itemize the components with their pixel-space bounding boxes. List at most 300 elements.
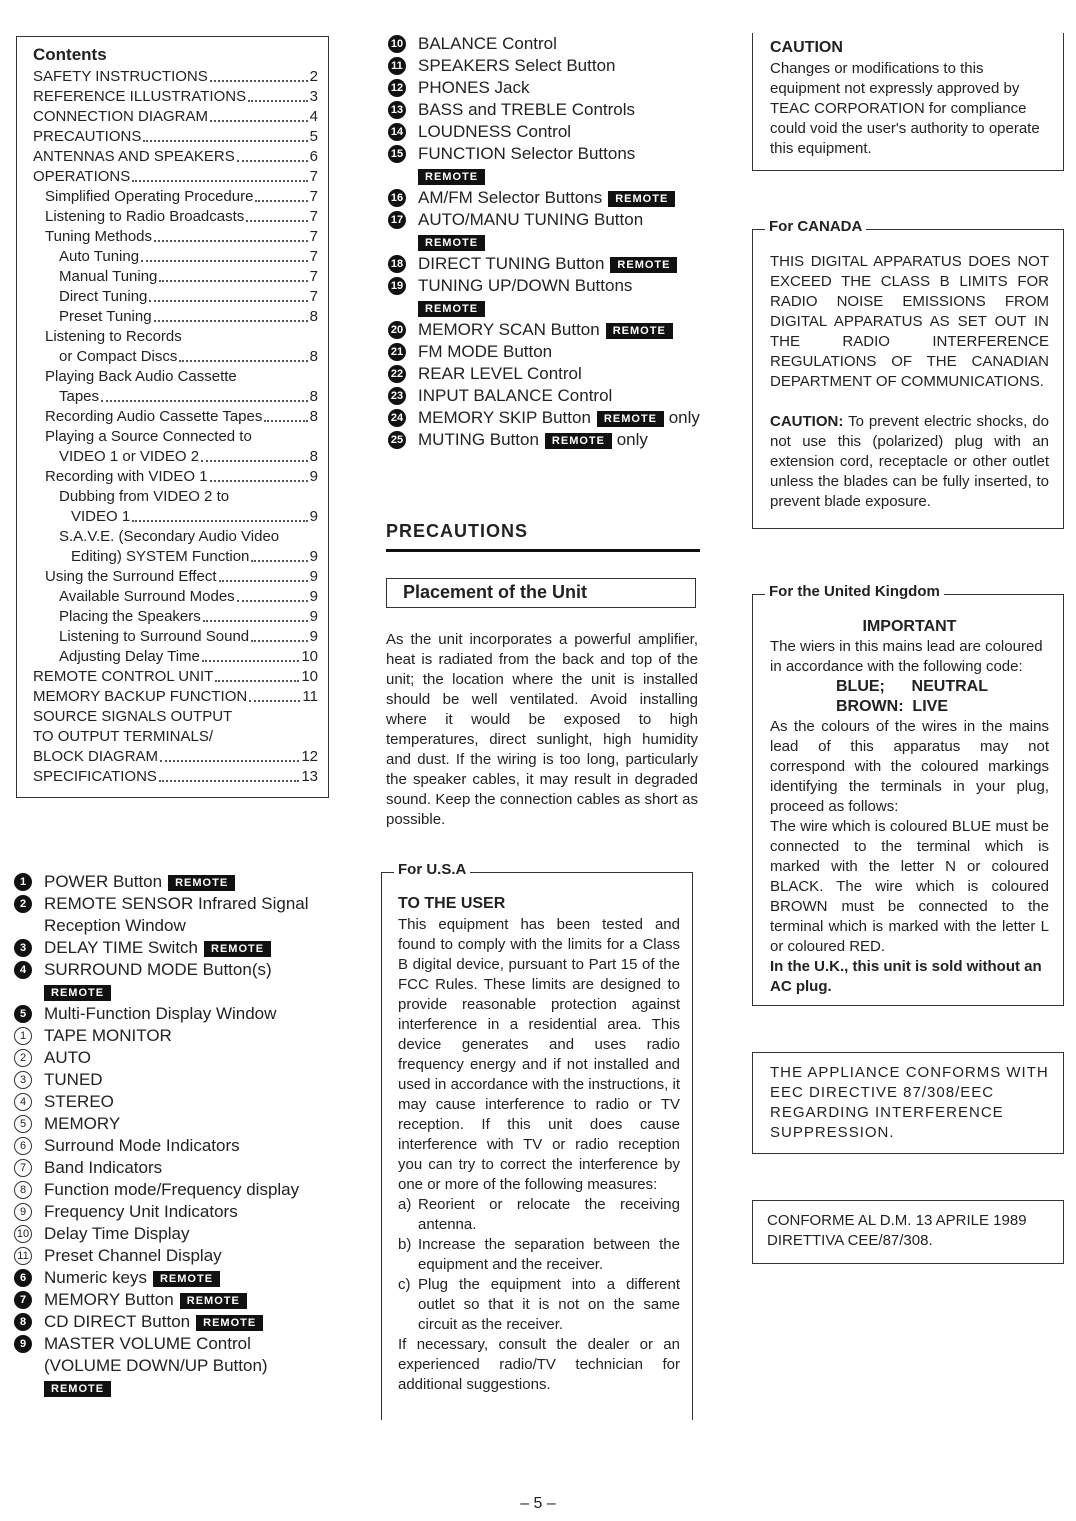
item-number-badge: 4 xyxy=(14,1093,32,1111)
contents-item-title: Listening to Radio Broadcasts xyxy=(45,208,245,225)
parts-list-item xyxy=(12,1091,342,1113)
eec-box xyxy=(752,1052,1064,1154)
contents-leader xyxy=(251,560,307,562)
item-number-badge: 15 xyxy=(388,145,406,163)
remote-badge: REMOTE xyxy=(610,257,677,273)
contents-item-title: SOURCE SIGNALS OUTPUT xyxy=(33,708,233,725)
uk-intro: The wiers in this mains lead are coloured in accordance with the following code: xyxy=(770,638,1043,675)
contents-item xyxy=(33,127,318,147)
page-number: – 5 – xyxy=(520,1495,556,1512)
italy-box xyxy=(752,1200,1064,1264)
contents-leader xyxy=(203,620,308,622)
contents-item-page: 11 xyxy=(302,688,318,705)
contents-leader xyxy=(210,120,308,122)
item-number-badge: 23 xyxy=(388,387,406,405)
usa-measure-letter: b) xyxy=(398,1236,412,1253)
item-label: Band Indicators xyxy=(44,1158,163,1177)
contents-leader xyxy=(215,680,299,682)
contents-item-title: Direct Tuning xyxy=(59,288,148,305)
contents-item-page: 8 xyxy=(309,408,318,425)
parts-list-item xyxy=(12,871,342,893)
parts-list-item xyxy=(12,1025,342,1047)
contents-item-page: 2 xyxy=(309,68,318,85)
parts-list-item xyxy=(12,937,342,959)
remote-badge: REMOTE xyxy=(418,235,485,251)
contents-item-title: Placing the Speakers xyxy=(59,608,201,625)
contents-item-title: Using the Surround Effect xyxy=(45,568,217,585)
contents-item xyxy=(33,767,318,787)
usa-measures xyxy=(398,1195,680,1335)
parts-list-item xyxy=(386,121,706,143)
canada-caution-label: CAUTION: xyxy=(770,413,844,430)
parts-list-item xyxy=(386,99,706,121)
item-label: Frequency Unit Indicators xyxy=(44,1202,238,1221)
caution-title: CAUTION xyxy=(770,39,843,56)
parts-list-item xyxy=(12,1157,342,1179)
contents-item xyxy=(33,347,318,367)
uk-legend: For the United Kingdom xyxy=(765,583,944,600)
item-label: POWER Button xyxy=(44,872,163,891)
item-label: Reception Window xyxy=(44,916,186,935)
contents-item-title: Listening to Records xyxy=(45,328,182,345)
item-number-badge: 5 xyxy=(14,1115,32,1133)
contents-item xyxy=(33,507,318,527)
contents-item xyxy=(33,707,318,727)
contents-leader xyxy=(160,760,299,762)
contents-item-page: 9 xyxy=(309,548,318,565)
contents-item-page: 6 xyxy=(309,148,318,165)
item-number-badge: 6 xyxy=(14,1269,32,1287)
remote-badge: REMOTE xyxy=(608,191,675,207)
contents-item xyxy=(33,247,318,267)
item-number-badge: 18 xyxy=(388,255,406,273)
item-label: DIRECT TUNING Button xyxy=(418,254,605,273)
usa-closing: If necessary, consult the dealer or an experienced radio/TV technician for additional suggestions. xyxy=(398,1336,680,1393)
contents-item-title: VIDEO 1 xyxy=(71,508,131,525)
parts-list-item xyxy=(12,1333,342,1399)
item-label: STEREO xyxy=(44,1092,114,1111)
parts-list-item xyxy=(386,33,706,55)
contents-item-page: 9 xyxy=(309,508,318,525)
parts-list-item xyxy=(386,275,706,319)
usa-title: TO THE USER xyxy=(398,895,506,912)
item-number-badge: 7 xyxy=(14,1159,32,1177)
item-number-badge: 9 xyxy=(14,1203,32,1221)
contents-item xyxy=(33,607,318,627)
usa-measure-item xyxy=(398,1195,680,1235)
middle-parts-list xyxy=(386,33,706,451)
contents-item-title: SAFETY INSTRUCTIONS xyxy=(33,68,208,85)
contents-leader xyxy=(201,460,308,462)
contents-item xyxy=(33,67,318,87)
uk-important: IMPORTANT xyxy=(862,618,957,635)
canada-text: THIS DIGITAL APPARATUS DOES NOT EXCEED THE CLASS B LIMITS FOR RADIO NOISE EMISSIONS FROM DIGITAL APPARATUS AS SET OUT IN THE RADIO INTERFERENCE REGULATIONS OF THE CANADIAN DEPARTMENT OF COMMUNICATIONS. xyxy=(770,253,1049,390)
contents-item-page: 7 xyxy=(309,168,318,185)
usa-measure-letter: c) xyxy=(398,1276,411,1293)
contents-item-page: 7 xyxy=(309,288,318,305)
parts-list-item xyxy=(386,319,706,341)
remote-badge: REMOTE xyxy=(418,301,485,317)
contents-item-title: Tuning Methods xyxy=(45,228,153,245)
item-number-badge: 4 xyxy=(14,961,32,979)
contents-item-title: ANTENNAS AND SPEAKERS xyxy=(33,148,235,165)
parts-list-item xyxy=(12,1179,342,1201)
item-number-badge: 16 xyxy=(388,189,406,207)
contents-item xyxy=(33,727,318,747)
contents-item xyxy=(33,627,318,647)
item-label: DELAY TIME Switch xyxy=(44,938,198,957)
parts-list-item xyxy=(12,1223,342,1245)
item-number-badge: 22 xyxy=(388,365,406,383)
contents-item-title: CONNECTION DIAGRAM xyxy=(33,108,209,125)
contents-item xyxy=(33,587,318,607)
precautions-heading: PRECAUTIONS xyxy=(386,521,700,552)
item-number-badge: 3 xyxy=(14,939,32,957)
uk-note: In the U.K., this unit is sold without an AC plug. xyxy=(770,958,1042,995)
item-number-badge: 7 xyxy=(14,1291,32,1309)
contents-item-page: 8 xyxy=(309,388,318,405)
item-number-badge: 25 xyxy=(388,431,406,449)
contents-leader xyxy=(143,140,307,142)
contents-item xyxy=(33,167,318,187)
caution-box xyxy=(752,33,1064,171)
contents-item-title: Recording Audio Cassette Tapes xyxy=(45,408,263,425)
item-number-badge: 20 xyxy=(388,321,406,339)
contents-list xyxy=(33,67,318,787)
contents-item-title: Available Surround Modes xyxy=(59,588,235,605)
item-label: INPUT BALANCE Control xyxy=(418,386,613,405)
contents-item-title: Listening to Surround Sound xyxy=(59,628,250,645)
italy-line2: DIRETTIVA CEE/87/308. xyxy=(767,1232,933,1249)
item-label: BASS and TREBLE Controls xyxy=(418,100,636,119)
contents-leader xyxy=(154,320,308,322)
parts-list-item xyxy=(12,1003,342,1025)
item-label: BALANCE Control xyxy=(418,34,557,53)
contents-leader xyxy=(159,280,307,282)
usa-measure-text: Plug the equipment into a different outlet so that it is not on the same circuit as the receiver. xyxy=(418,1276,680,1333)
placement-title: Placement of the Unit xyxy=(403,582,588,602)
contents-item-title: or Compact Discs xyxy=(59,348,178,365)
contents-leader xyxy=(154,240,308,242)
parts-list-item xyxy=(386,341,706,363)
item-number-badge: 13 xyxy=(388,101,406,119)
item-label: SURROUND MODE Button(s) xyxy=(44,960,272,979)
parts-list-item xyxy=(12,959,342,1003)
parts-list-item xyxy=(12,1113,342,1135)
item-number-badge: 8 xyxy=(14,1181,32,1199)
item-label: FM MODE Button xyxy=(418,342,553,361)
item-number-badge: 24 xyxy=(388,409,406,427)
contents-item-title: TO OUTPUT TERMINALS/ xyxy=(33,728,214,745)
item-number-badge: 9 xyxy=(14,1335,32,1353)
contents-leader xyxy=(255,200,307,202)
parts-list-item xyxy=(12,1289,342,1311)
contents-item-title: REMOTE CONTROL UNIT xyxy=(33,668,214,685)
contents-item-title: Simplified Operating Procedure xyxy=(45,188,254,205)
uk-body: As the colours of the wires in the mains lead of this apparatus may not correspond with the coloured markings identifying the terminals in your plug, proceed as follows: xyxy=(770,718,1049,815)
item-number-badge: 21 xyxy=(388,343,406,361)
left-parts-list xyxy=(12,871,342,1399)
contents-item-title: Playing a Source Connected to xyxy=(45,428,252,445)
italy-line1: CONFORME AL D.M. 13 APRILE 1989 xyxy=(767,1212,1027,1229)
parts-list-item xyxy=(386,187,706,209)
contents-leader xyxy=(210,80,308,82)
item-label: AUTO xyxy=(44,1048,91,1067)
contents-item xyxy=(33,427,318,447)
contents-item xyxy=(33,287,318,307)
contents-leader xyxy=(248,100,308,102)
contents-item xyxy=(33,107,318,127)
item-label: Delay Time Display xyxy=(44,1224,190,1243)
contents-item-page: 7 xyxy=(309,188,318,205)
contents-item-title: Playing Back Audio Cassette xyxy=(45,368,237,385)
parts-list-item xyxy=(386,407,706,429)
item-label: TUNED xyxy=(44,1070,103,1089)
contents-item-title: PRECAUTIONS xyxy=(33,128,142,145)
contents-item-page: 4 xyxy=(309,108,318,125)
parts-list-item xyxy=(12,1311,342,1333)
contents-item-title: Recording with VIDEO 1 xyxy=(45,468,208,485)
item-number-badge: 12 xyxy=(388,79,406,97)
contents-leader xyxy=(246,220,307,222)
contents-leader xyxy=(251,640,308,642)
contents-leader xyxy=(264,420,307,422)
item-label: Numeric keys xyxy=(44,1268,147,1287)
contents-leader xyxy=(159,780,299,782)
canada-caution-text: To prevent electric shocks, do not use this (polarized) plug with an extension cord, receptacle or other outlet unless the blades can be fully inserted, to prevent blade exposure. xyxy=(770,413,1049,510)
item-number-badge: 8 xyxy=(14,1313,32,1331)
item-label: TAPE MONITOR xyxy=(44,1026,172,1045)
item-number-badge: 1 xyxy=(14,1027,32,1045)
contents-item xyxy=(33,387,318,407)
item-number-badge: 19 xyxy=(388,277,406,295)
contents-item-title: BLOCK DIAGRAM xyxy=(33,748,159,765)
contents-item xyxy=(33,547,318,567)
contents-item xyxy=(33,467,318,487)
contents-item-title: MEMORY BACKUP FUNCTION xyxy=(33,688,248,705)
contents-item xyxy=(33,367,318,387)
uk-body2: The wire which is coloured BLUE must be connected to the terminal which is marked with the letter N or coloured BLACK. The wire which is coloured BROWN must be connected to the terminal which is marked with the letter L or coloured RED. xyxy=(770,818,1049,955)
contents-leader xyxy=(237,600,308,602)
contents-item xyxy=(33,147,318,167)
item-label: (VOLUME DOWN/UP Button) xyxy=(44,1356,268,1375)
contents-item-page: 8 xyxy=(309,448,318,465)
item-label: Multi-Function Display Window xyxy=(44,1004,277,1023)
contents-item xyxy=(33,307,318,327)
item-number-badge: 5 xyxy=(14,1005,32,1023)
item-number-badge: 17 xyxy=(388,211,406,229)
contents-item-page: 9 xyxy=(309,628,318,645)
contents-leader xyxy=(132,520,307,522)
item-label: Surround Mode Indicators xyxy=(44,1136,240,1155)
caution-text: Changes or modifications to this equipment not expressly approved by TEAC CORPORATION for compliance could void the user's authority to operate this equipment. xyxy=(770,60,1040,157)
contents-item xyxy=(33,267,318,287)
item-label: Function mode/Frequency display xyxy=(44,1180,300,1199)
contents-item xyxy=(33,87,318,107)
contents-leader xyxy=(141,260,308,262)
contents-item-page: 8 xyxy=(309,308,318,325)
contents-leader xyxy=(101,400,308,402)
parts-list-item xyxy=(12,1135,342,1157)
contents-title: Contents xyxy=(33,45,107,64)
item-label: AUTO/MANU TUNING Button xyxy=(418,210,644,229)
parts-list-item xyxy=(12,1245,342,1267)
contents-item-page: 7 xyxy=(309,208,318,225)
contents-item xyxy=(33,647,318,667)
parts-list-item xyxy=(12,1201,342,1223)
contents-leader xyxy=(149,300,307,302)
contents-item xyxy=(33,407,318,427)
contents-item-page: 8 xyxy=(309,348,318,365)
parts-list-item xyxy=(386,429,706,451)
contents-leader xyxy=(219,580,308,582)
remote-badge: REMOTE xyxy=(597,411,664,427)
contents-item-title: VIDEO 1 or VIDEO 2 xyxy=(59,448,200,465)
item-label: REAR LEVEL Control xyxy=(418,364,582,383)
parts-list-item xyxy=(12,893,342,937)
item-label: LOUDNESS Control xyxy=(418,122,572,141)
parts-list-item xyxy=(386,143,706,187)
item-number-badge: 2 xyxy=(14,895,32,913)
contents-item xyxy=(33,567,318,587)
item-label: REMOTE SENSOR Infrared Signal xyxy=(44,894,309,913)
item-label: SPEAKERS Select Button xyxy=(418,56,616,75)
placement-title-box xyxy=(386,578,696,608)
remote-badge: REMOTE xyxy=(180,1293,247,1309)
item-label: MEMORY xyxy=(44,1114,121,1133)
remote-badge: REMOTE xyxy=(606,323,673,339)
item-number-badge: 2 xyxy=(14,1049,32,1067)
usa-box xyxy=(381,861,693,1420)
parts-list-item xyxy=(386,55,706,77)
uk-box xyxy=(752,583,1064,1006)
contents-item-title: Dubbing from VIDEO 2 to xyxy=(59,488,230,505)
item-label: FUNCTION Selector Buttons xyxy=(418,144,636,163)
contents-leader xyxy=(179,360,307,362)
item-suffix: only xyxy=(668,408,700,427)
item-label: MUTING Button xyxy=(418,430,539,449)
parts-list-item xyxy=(12,1069,342,1091)
contents-item xyxy=(33,527,318,547)
item-number-badge: 1 xyxy=(14,873,32,891)
contents-item-page: 10 xyxy=(301,648,318,665)
uk-code-blue: BLUE; NEUTRAL xyxy=(836,678,988,695)
item-label: MEMORY SCAN Button xyxy=(418,320,600,339)
item-label: CD DIRECT Button xyxy=(44,1312,191,1331)
contents-item-page: 7 xyxy=(309,268,318,285)
parts-list-item xyxy=(386,385,706,407)
item-label: MEMORY Button xyxy=(44,1290,174,1309)
contents-item-title: S.A.V.E. (Secondary Audio Video xyxy=(59,528,280,545)
contents-leader xyxy=(132,180,307,182)
contents-item-title: OPERATIONS xyxy=(33,168,131,185)
usa-measure-item xyxy=(398,1275,680,1335)
contents-item-title: Manual Tuning xyxy=(59,268,158,285)
item-number-badge: 6 xyxy=(14,1137,32,1155)
contents-item-title: Auto Tuning xyxy=(59,248,140,265)
usa-measure-item xyxy=(398,1235,680,1275)
contents-item xyxy=(33,487,318,507)
contents-item-page: 5 xyxy=(309,128,318,145)
item-label: MEMORY SKIP Button xyxy=(418,408,591,427)
canada-box xyxy=(752,218,1064,529)
usa-measure-letter: a) xyxy=(398,1196,412,1213)
item-number-badge: 10 xyxy=(388,35,406,53)
contents-item-page: 13 xyxy=(301,768,318,785)
item-number-badge: 3 xyxy=(14,1071,32,1089)
usa-measure-text: Reorient or relocate the receiving antenna. xyxy=(418,1196,680,1233)
contents-leader xyxy=(210,480,308,482)
eec-text: THE APPLIANCE CONFORMS WITH EEC DIRECTIVE 87/308/EEC REGARDING INTERFERENCE SUPPRESSION. xyxy=(770,1064,1049,1141)
item-label: TUNING UP/DOWN Buttons xyxy=(418,276,633,295)
parts-list-item xyxy=(12,1047,342,1069)
usa-text: This equipment has been tested and found to comply with the limits for a Class B digital device, pursuant to Part 15 of the FCC Rules. These limits are designed to provide reasonable protection against interference in a residential area. This device generates and uses radio frequency energy and if not installed and used in accordance with the instructions, it may cause interference to radio or TV reception. If this unit does cause interference with TV or radio reception you can try to correct the interference by one or more of the following measures: xyxy=(398,916,680,1193)
parts-list-item xyxy=(386,363,706,385)
remote-badge: REMOTE xyxy=(153,1271,220,1287)
contents-item-page: 10 xyxy=(301,668,318,685)
parts-list-item xyxy=(386,77,706,99)
item-label: PHONES Jack xyxy=(418,78,530,97)
contents-item-page: 9 xyxy=(309,608,318,625)
parts-list-item xyxy=(386,253,706,275)
contents-item xyxy=(33,227,318,247)
contents-item-title: SPECIFICATIONS xyxy=(33,768,157,785)
uk-code-brown: BROWN: LIVE xyxy=(836,698,948,715)
contents-box xyxy=(16,36,329,798)
contents-item-page: 12 xyxy=(301,748,318,765)
item-label: MASTER VOLUME Control xyxy=(44,1334,251,1353)
remote-badge: REMOTE xyxy=(196,1315,263,1331)
contents-item xyxy=(33,187,318,207)
canada-legend: For CANADA xyxy=(765,218,866,235)
contents-item-page: 7 xyxy=(309,228,318,245)
contents-leader xyxy=(249,700,300,702)
contents-item xyxy=(33,747,318,767)
item-label: Preset Channel Display xyxy=(44,1246,222,1265)
contents-item-title: Preset Tuning xyxy=(59,308,152,325)
item-suffix: only xyxy=(616,430,648,449)
item-number-badge: 14 xyxy=(388,123,406,141)
contents-item-title: Editing) SYSTEM Function xyxy=(71,548,250,565)
contents-item-page: 3 xyxy=(309,88,318,105)
contents-item-page: 9 xyxy=(309,468,318,485)
contents-item xyxy=(33,687,318,707)
contents-item-page: 9 xyxy=(309,568,318,585)
contents-item-title: Tapes xyxy=(59,388,100,405)
item-number-badge: 11 xyxy=(388,57,406,75)
parts-list-item xyxy=(12,1267,342,1289)
placement-text: As the unit incorporates a powerful amplifier, heat is radiated from the back and top of the unit; the location where the unit is installed should be well ventilated. Avoid installing where it would be exposed to high temperatures, direct sunlight, high humidity and dust. If the wiring is too long, particularly the speaker cables, it may result in degraded sound. Keep the connection cables as short as possible. xyxy=(386,631,698,828)
item-label: AM/FM Selector Buttons xyxy=(418,188,603,207)
usa-measure-text: Increase the separation between the equipment and the receiver. xyxy=(418,1236,680,1273)
remote-badge: REMOTE xyxy=(44,985,111,1001)
item-number-badge: 10 xyxy=(14,1225,32,1243)
contents-item xyxy=(33,327,318,347)
contents-item-page: 9 xyxy=(309,588,318,605)
contents-item-title: REFERENCE ILLUSTRATIONS xyxy=(33,88,247,105)
remote-badge: REMOTE xyxy=(204,941,271,957)
contents-leader xyxy=(237,160,308,162)
contents-item xyxy=(33,447,318,467)
contents-item-title: Adjusting Delay Time xyxy=(59,648,200,665)
usa-legend: For U.S.A xyxy=(394,861,470,878)
remote-badge: REMOTE xyxy=(168,875,235,891)
item-number-badge: 11 xyxy=(14,1247,32,1265)
contents-item xyxy=(33,667,318,687)
parts-list-item xyxy=(386,209,706,253)
remote-badge: REMOTE xyxy=(418,169,485,185)
remote-badge: REMOTE xyxy=(545,433,612,449)
